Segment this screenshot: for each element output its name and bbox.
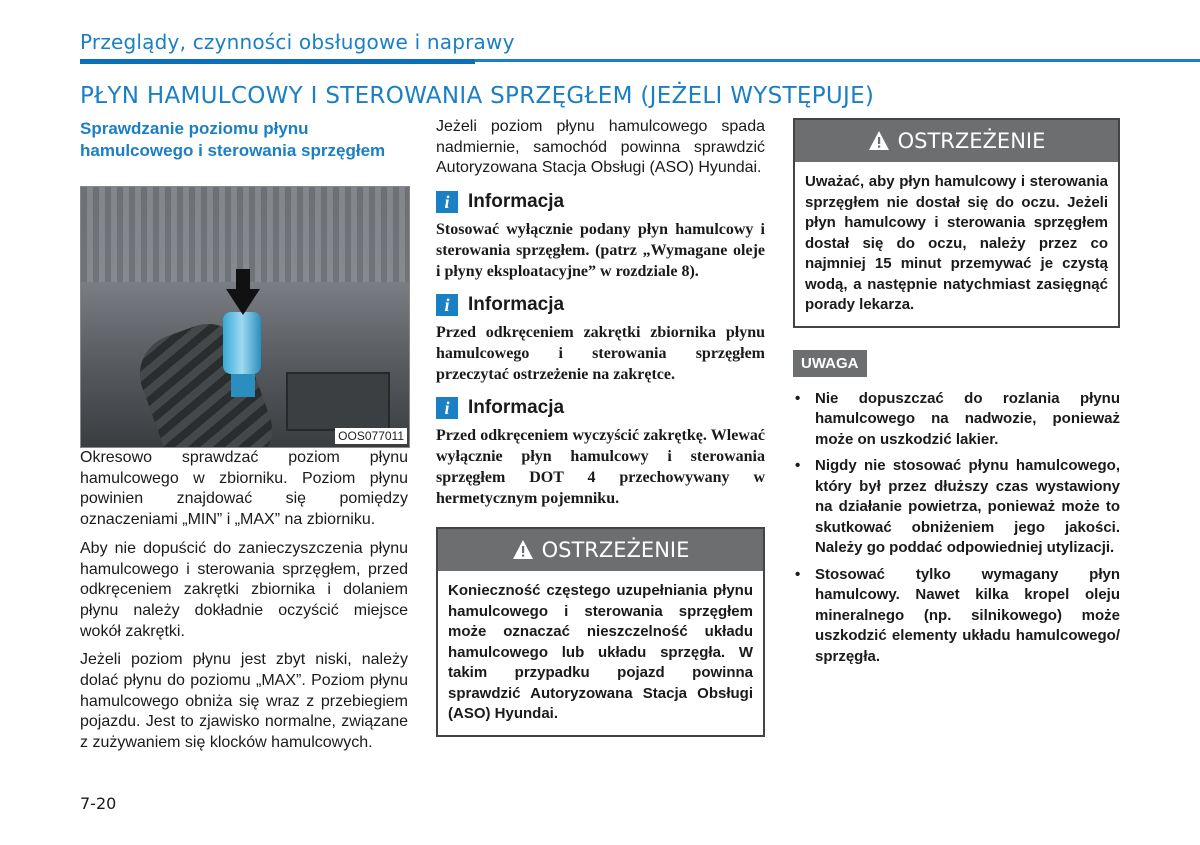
page-title: PŁYN HAMULCOWY I STEROWANIA SPRZĘGŁEM (JEŻELI WYSTĘPUJE) xyxy=(80,83,875,109)
info-title: Informacja xyxy=(468,397,565,419)
column-middle xyxy=(436,117,765,737)
notice-badge: UWAGA xyxy=(793,350,867,377)
paragraph: Aby nie dopuścić do zanieczyszczenia płynu hamulcowego i sterowania sprzęgłem, przed odkręceniem zakrętki zbiornika i dolaniem płynu należy dokładnie oczyścić miejsce wokół zakrętki. xyxy=(80,539,408,640)
warning-triangle-icon xyxy=(868,130,890,152)
info-heading xyxy=(436,397,765,419)
info-icon: i xyxy=(436,397,458,419)
section-header: Przeglądy, czynności obsługowe i naprawy xyxy=(80,30,515,54)
info-title: Informacja xyxy=(468,191,565,213)
warning-header xyxy=(795,120,1118,162)
subsection-heading: Sprawdzanie poziomu płynu hamulcowego i sterowania sprzęgłem xyxy=(80,119,386,160)
paragraph: Okresowo sprawdzać poziom płynu hamulcowego w zbiorniku. Poziom płynu powinien znajdować się pomiędzy oznaczeniami „MIN” i „MAX” na zbiorniku. xyxy=(80,449,408,529)
column-right xyxy=(793,118,1120,673)
list-item: • Stosować tylko wymagany płyn hamulcowy. Nawet kilka kropel oleju mineralnego (np. silnikowego) może uszkodzić elementy układu hamulcowego/ sprzęgła. xyxy=(793,565,1120,668)
page-number: 7-20 xyxy=(80,794,117,813)
info-heading xyxy=(436,294,765,316)
warning-text: Konieczność częstego uzupełniania płynu hamulcowego i sterowania sprzęgłem może oznaczać nieszczelność układu hamulcowego lub układu sprzęgła. W takim przypadku pojazd powinna sprawdzić Autoryzowana Stacja Obsługi (ASO) Hyundai. xyxy=(448,582,753,723)
notice-list xyxy=(793,389,1120,668)
info-text: Stosować wyłącznie podany płyn hamulcowy i sterowania sprzęgłem. (patrz „Wymagane oleje i płyny eksploatacyjne” w rozdziale 8). xyxy=(436,221,765,281)
intro-paragraph: Jeżeli poziom płynu hamulcowego spada nadmiernie, samochód powinna sprawdzić Autoryzowana Stacja Obsługi (ASO) Hyundai. xyxy=(436,118,765,177)
warning-title: OSTRZEŻENIE xyxy=(897,129,1046,153)
warning-title: OSTRZEŻENIE xyxy=(541,538,690,563)
warning-text: Uważać, aby płyn hamulcowy i sterowania sprzęgłem nie dostał się do oczu. Jeżeli płyn hamulcowy i sterowania sprzęgłem dostał się do oczu, należy przez co najmniej 15 minut przemywać je czystą wodą, a następnie natychmiast zasięgnąć porady lekarza. xyxy=(805,173,1108,313)
pointer-arrow-icon xyxy=(226,269,260,315)
engine-bay-photo xyxy=(80,186,410,448)
cowl-panel xyxy=(81,187,409,282)
column-left xyxy=(80,118,408,762)
list-item: • Nie dopuszczać do rozlania płynu hamulcowego na nadwozie, ponieważ może on uszkodzić lakier. xyxy=(793,389,1120,451)
info-icon: i xyxy=(436,191,458,213)
list-item: • Nigdy nie stosować płynu hamulcowego, który był przez dłuższy czas wystawiony na działanie powietrza, ponieważ może to skutkować obniżeniem jego jakości. Należy go poddać odpowiedniej utylizacji. xyxy=(793,456,1120,559)
reservoir-base xyxy=(231,372,255,397)
info-icon: i xyxy=(436,294,458,316)
header-rule-accent xyxy=(80,59,475,64)
info-text: Przed odkręceniem zakrętki zbiornika płynu hamulcowego i sterowania sprzęgłem przeczytać ostrzeżenie na zakrętce. xyxy=(436,324,765,384)
warning-triangle-icon xyxy=(512,539,534,561)
info-text: Przed odkręceniem wyczyścić zakrętkę. Wlewać wyłącznie płyn hamulcowy i sterowania sprzęgłem DOT 4 przechowywany w hermetycznym pojemniku. xyxy=(436,427,765,508)
info-title: Informacja xyxy=(468,294,565,316)
warning-header xyxy=(438,529,763,571)
info-heading xyxy=(436,191,765,213)
paragraph: Jeżeli poziom płynu jest zbyt niski, należy dolać płynu do poziomu „MAX”. Poziom płynu hamulcowego obniża się wraz z przebiegiem pojazdu. Jest to zjawisko normalne, związane z zużywaniem się klocków hamulcowych. xyxy=(80,651,408,752)
warning-box xyxy=(793,118,1120,328)
warning-box xyxy=(436,527,765,737)
image-code: OOS077011 xyxy=(335,428,407,444)
fuse-box xyxy=(286,372,390,431)
brake-fluid-reservoir xyxy=(223,312,261,374)
